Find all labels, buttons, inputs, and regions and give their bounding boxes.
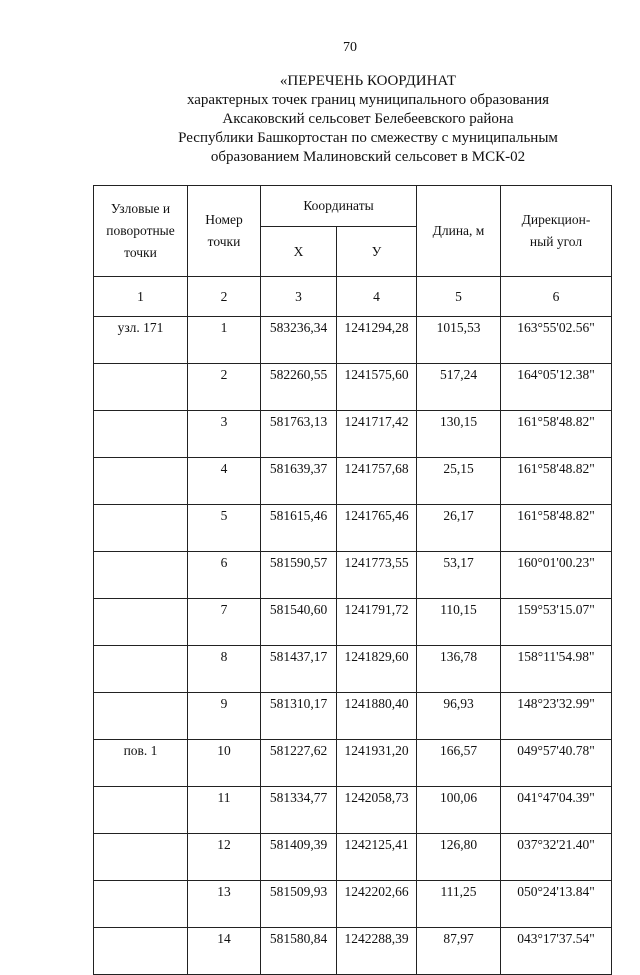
header-length: Длина, м	[417, 186, 501, 277]
cell-point-number: 3	[188, 411, 261, 458]
cell-angle: 148°23'32.99"	[501, 693, 612, 740]
cell-node	[94, 646, 188, 693]
cell-length: 136,78	[417, 646, 501, 693]
cell-point-number: 4	[188, 458, 261, 505]
title-line: Аксаковский сельсовет Белебеевского района	[222, 111, 514, 127]
cell-length: 111,25	[417, 881, 501, 928]
cell-length: 517,24	[417, 364, 501, 411]
cell-angle: 164°05'12.38"	[501, 364, 612, 411]
cell-length: 126,80	[417, 834, 501, 881]
coordinates-table	[93, 185, 612, 975]
header-x: X	[261, 227, 337, 277]
header-coordinates: Координаты	[261, 186, 417, 227]
cell-y: 1242288,39	[337, 928, 417, 975]
cell-y: 1241773,55	[337, 552, 417, 599]
header-angle-line: Дирекцион-	[521, 212, 591, 227]
table-row	[94, 787, 612, 834]
cell-x: 581590,57	[261, 552, 337, 599]
cell-node: узл. 171	[94, 317, 188, 364]
cell-x: 581615,46	[261, 505, 337, 552]
cell-point-number: 5	[188, 505, 261, 552]
cell-point-number: 10	[188, 740, 261, 787]
cell-y: 1241575,60	[337, 364, 417, 411]
cell-point-number: 9	[188, 693, 261, 740]
column-number: 4	[337, 277, 417, 317]
cell-node: пов. 1	[94, 740, 188, 787]
cell-node	[94, 693, 188, 740]
table-row	[94, 458, 612, 505]
cell-x: 582260,55	[261, 364, 337, 411]
table-row	[94, 505, 612, 552]
cell-length: 100,06	[417, 787, 501, 834]
cell-node	[94, 834, 188, 881]
cell-x: 581509,93	[261, 881, 337, 928]
header-point-number-line: Номер	[205, 212, 243, 227]
cell-point-number: 7	[188, 599, 261, 646]
cell-node	[94, 599, 188, 646]
cell-angle: 050°24'13.84"	[501, 881, 612, 928]
cell-angle: 158°11'54.98"	[501, 646, 612, 693]
cell-y: 1241880,40	[337, 693, 417, 740]
header-point-number	[188, 186, 261, 277]
cell-angle: 041°47'04.39"	[501, 787, 612, 834]
cell-y: 1241791,72	[337, 599, 417, 646]
column-number: 3	[261, 277, 337, 317]
cell-x: 581310,17	[261, 693, 337, 740]
cell-angle: 049°57'40.78"	[501, 740, 612, 787]
cell-y: 1241931,20	[337, 740, 417, 787]
cell-angle: 043°17'37.54"	[501, 928, 612, 975]
cell-x: 581227,62	[261, 740, 337, 787]
cell-angle: 161°58'48.82"	[501, 411, 612, 458]
header-angle-line: ный угол	[529, 234, 583, 249]
table-row	[94, 552, 612, 599]
cell-angle: 161°58'48.82"	[501, 458, 612, 505]
cell-point-number: 12	[188, 834, 261, 881]
column-number: 2	[188, 277, 261, 317]
title-line: «ПЕРЕЧЕНЬ КООРДИНАТ	[279, 73, 457, 89]
column-number: 1	[94, 277, 188, 317]
cell-y: 1242125,41	[337, 834, 417, 881]
table-row	[94, 364, 612, 411]
cell-length: 26,17	[417, 505, 501, 552]
cell-length: 110,15	[417, 599, 501, 646]
cell-x: 581639,37	[261, 458, 337, 505]
cell-x: 581763,13	[261, 411, 337, 458]
cell-node	[94, 505, 188, 552]
cell-point-number: 1	[188, 317, 261, 364]
cell-length: 130,15	[417, 411, 501, 458]
cell-y: 1241829,60	[337, 646, 417, 693]
header-y: У	[337, 227, 417, 277]
cell-node	[94, 552, 188, 599]
cell-node	[94, 364, 188, 411]
cell-y: 1241717,42	[337, 411, 417, 458]
cell-angle: 037°32'21.40"	[501, 834, 612, 881]
cell-angle: 161°58'48.82"	[501, 505, 612, 552]
cell-y: 1242058,73	[337, 787, 417, 834]
cell-y: 1241757,68	[337, 458, 417, 505]
cell-y: 1242202,66	[337, 881, 417, 928]
table-row	[94, 599, 612, 646]
cell-point-number: 6	[188, 552, 261, 599]
header-nodes	[94, 186, 188, 277]
document-title	[0, 72, 640, 167]
table-row	[94, 646, 612, 693]
cell-node	[94, 881, 188, 928]
cell-node	[94, 458, 188, 505]
header-nodes-line: точки	[124, 245, 157, 260]
cell-point-number: 13	[188, 881, 261, 928]
cell-angle: 160°01'00.23"	[501, 552, 612, 599]
cell-length: 1015,53	[417, 317, 501, 364]
cell-point-number: 14	[188, 928, 261, 975]
cell-length: 96,93	[417, 693, 501, 740]
header-nodes-line: Узловые и	[110, 201, 171, 216]
cell-x: 581437,17	[261, 646, 337, 693]
cell-point-number: 11	[188, 787, 261, 834]
column-number-row	[94, 277, 612, 317]
cell-length: 87,97	[417, 928, 501, 975]
cell-angle: 163°55'02.56"	[501, 317, 612, 364]
cell-length: 25,15	[417, 458, 501, 505]
table-row	[94, 740, 612, 787]
cell-length: 53,17	[417, 552, 501, 599]
table-row	[94, 317, 612, 364]
cell-angle: 159°53'15.07"	[501, 599, 612, 646]
page-number: 70	[343, 40, 357, 55]
header-point-number-line: точки	[207, 234, 241, 249]
cell-y: 1241294,28	[337, 317, 417, 364]
title-line: характерных точек границ муниципального образования	[186, 92, 550, 108]
cell-y: 1241765,46	[337, 505, 417, 552]
cell-node	[94, 411, 188, 458]
table-row	[94, 411, 612, 458]
table-row	[94, 693, 612, 740]
cell-point-number: 2	[188, 364, 261, 411]
cell-length: 166,57	[417, 740, 501, 787]
table-row	[94, 881, 612, 928]
cell-x: 583236,34	[261, 317, 337, 364]
header-angle	[501, 186, 612, 277]
title-line: Республики Башкортостан по смежеству с муниципальным	[178, 130, 558, 146]
column-number: 6	[501, 277, 612, 317]
cell-node	[94, 787, 188, 834]
column-number: 5	[417, 277, 501, 317]
cell-point-number: 8	[188, 646, 261, 693]
cell-x: 581409,39	[261, 834, 337, 881]
title-line: образованием Малиновский сельсовет в МСК-02	[210, 149, 526, 165]
cell-x: 581540,60	[261, 599, 337, 646]
header-nodes-line: поворотные	[106, 223, 175, 238]
table-row	[94, 834, 612, 881]
table-row	[94, 928, 612, 975]
cell-x: 581580,84	[261, 928, 337, 975]
cell-node	[94, 928, 188, 975]
cell-x: 581334,77	[261, 787, 337, 834]
